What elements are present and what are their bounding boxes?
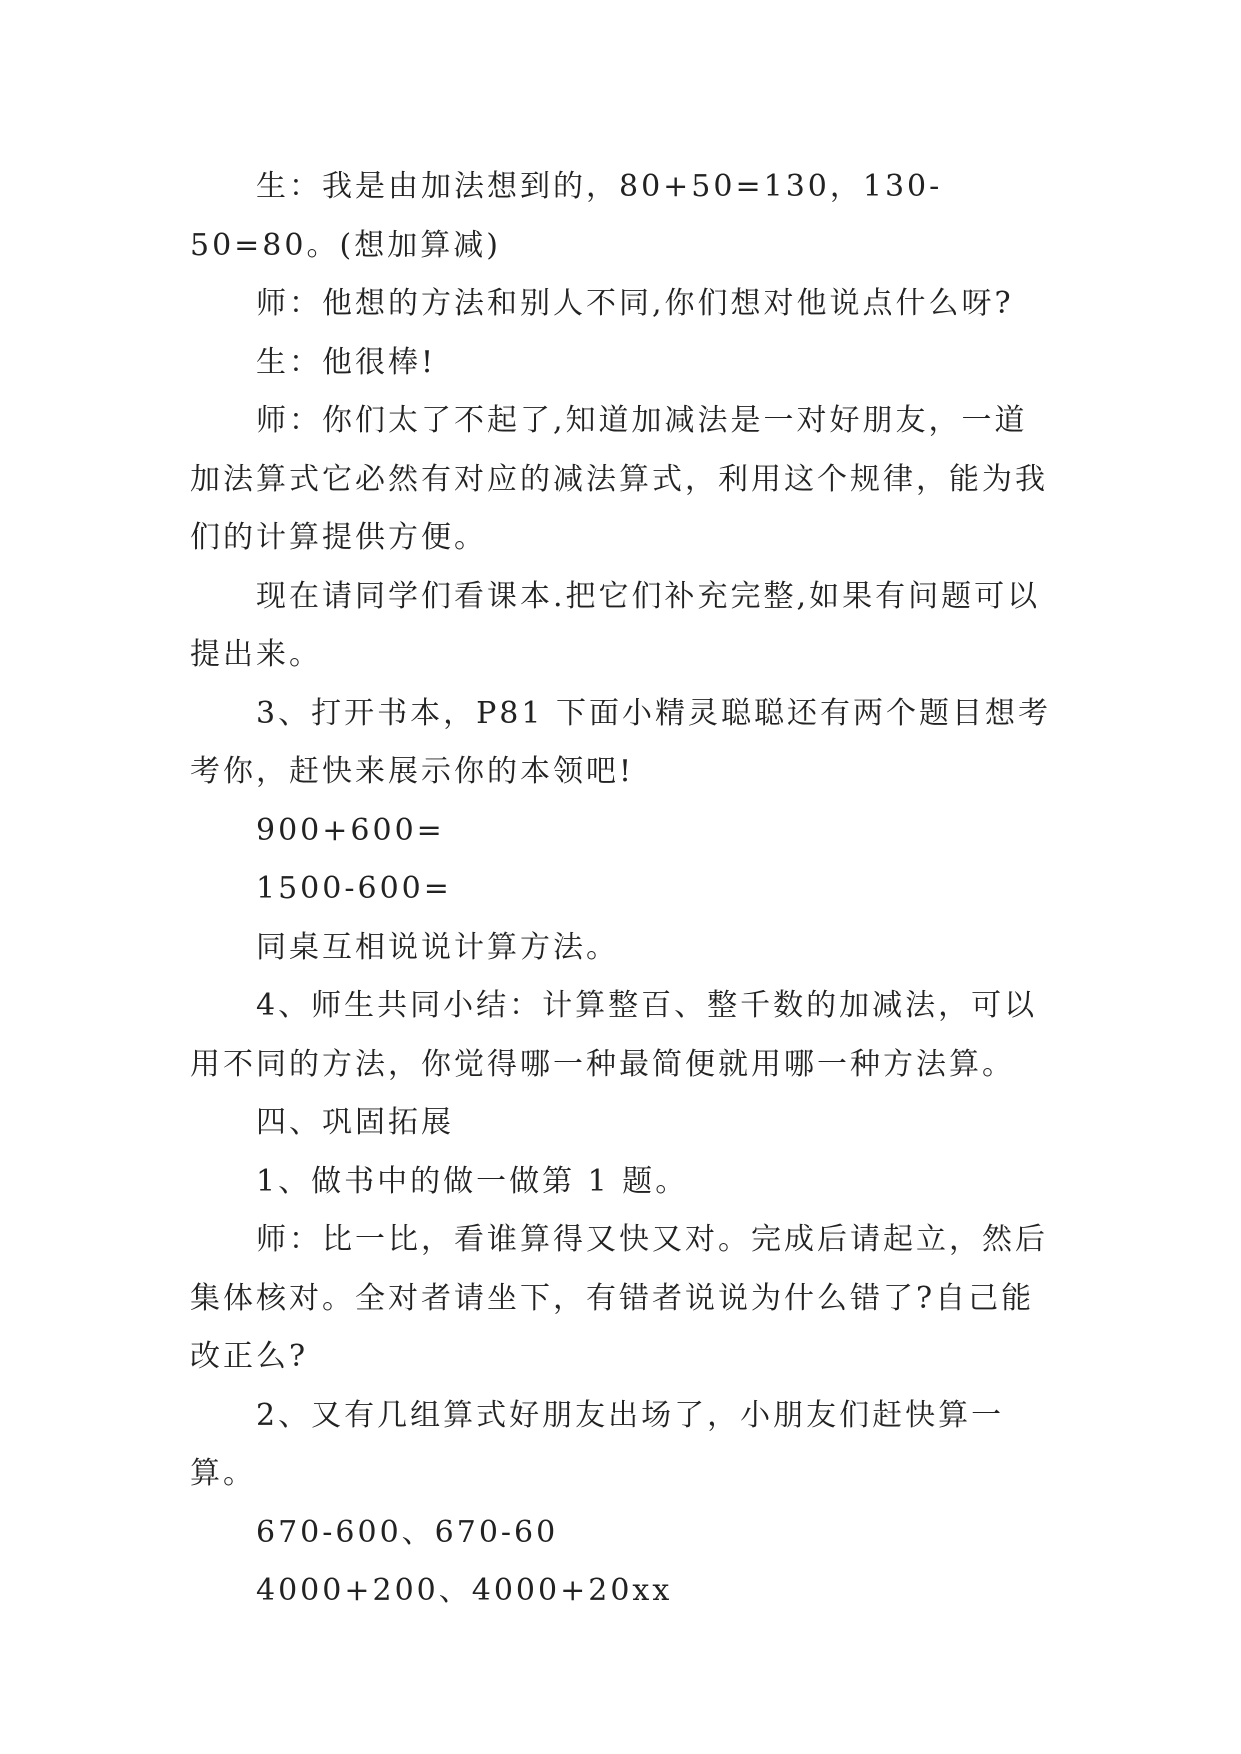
paragraph: 2、又有几组算式好朋友出场了，小朋友们赶快算一算。 bbox=[190, 1397, 1005, 1491]
paragraph: 同桌互相说说计算方法。 bbox=[256, 929, 619, 965]
document-body bbox=[190, 158, 1060, 1621]
paragraph: 1、做书中的做一做第 1 题。 bbox=[256, 1163, 689, 1199]
paragraph: 4、师生共同小结：计算整百、整千数的加减法，可以用不同的方法，你觉得哪一种最简便就用哪一种方法算。 bbox=[190, 988, 1038, 1082]
paragraph: 生：我是由加法想到的，80+50=130，130-50=80。(想加算减) bbox=[190, 169, 943, 263]
paragraph: 师：比一比，看谁算得又快又对。完成后请起立，然后集体核对。全对者请坐下，有错者说说为什么错了?自己能改正么? bbox=[190, 1222, 1048, 1374]
paragraph: 师：你们太了不起了,知道加减法是一对好朋友，一道加法算式它必然有对应的减法算式，利用这个规律，能为我们的计算提供方便。 bbox=[190, 403, 1048, 555]
paragraph: 670-600、670-60 bbox=[256, 1514, 559, 1550]
paragraph: 师：他想的方法和别人不同,你们想对他说点什么呀? bbox=[256, 286, 1014, 321]
paragraph: 900+600= bbox=[256, 812, 445, 848]
paragraph: 生：他很棒! bbox=[256, 344, 437, 380]
paragraph: 四、巩固拓展 bbox=[256, 1105, 454, 1140]
paragraph: 1500-600= bbox=[256, 871, 452, 906]
paragraph: 4000+200、4000+20xx bbox=[256, 1573, 673, 1608]
paragraph: 3、打开书本，P81 下面小精灵聪聪还有两个题目想考考你，赶快来展示你的本领吧! bbox=[190, 695, 1051, 789]
paragraph: 现在请同学们看课本.把它们补充完整,如果有问题可以提出来。 bbox=[190, 578, 1041, 672]
